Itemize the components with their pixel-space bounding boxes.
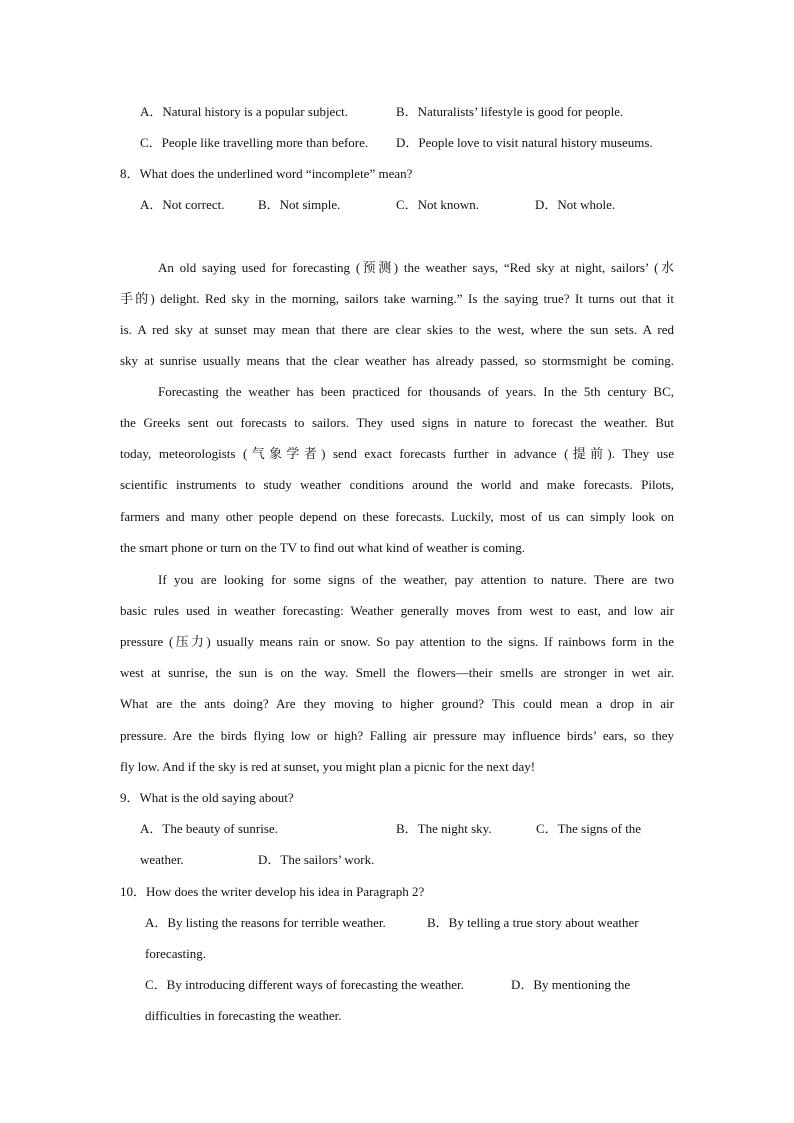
paragraph-line: today, meteorologists (气象学者) send exact forecasts further in advance (提前). They use: [120, 446, 674, 461]
q8-option-a: A．Not correct.: [140, 197, 225, 212]
q9-option-a: A．The beauty of sunrise.: [140, 821, 278, 836]
paragraph-line: sky at sunrise usually means that the clear weather has already passed, so stormsmight be coming.: [120, 353, 674, 368]
q7-option-d: D．People love to visit natural history museums.: [396, 135, 653, 150]
q10-question: 10．How does the writer develop his idea in Paragraph 2?: [120, 884, 425, 899]
paragraph-line: scientific instruments to study weather conditions around the world and make forecasts. Pilots,: [120, 477, 674, 492]
paragraph-line: is. A red sky at sunset may mean that there are clear skies to the west, where the sun sets. A red: [120, 322, 674, 337]
paragraph-line: 手的) delight. Red sky in the morning, sailors take warning.” Is the saying true? It turns out that it: [120, 291, 674, 306]
q9-option-b: B．The night sky.: [396, 821, 492, 836]
paragraph-line: An old saying used for forecasting (预测) the weather says, “Red sky at night, sailors’ (水: [158, 260, 674, 275]
paragraph-line: Forecasting the weather has been practiced for thousands of years. In the 5th century BC,: [158, 384, 674, 399]
q10-option-a: A．By listing the reasons for terrible weather.: [145, 915, 386, 930]
q7-option-a: A．Natural history is a popular subject.: [140, 104, 348, 119]
paragraph-line: west at sunrise, the sun is on the way. Smell the flowers—their smells are stronger in wet air.: [120, 665, 674, 680]
paragraph-line: fly low. And if the sky is red at sunset, you might plan a picnic for the next day!: [120, 759, 536, 774]
q7-option-b: B．Naturalists’ lifestyle is good for people.: [396, 104, 624, 119]
q10-option-b: B．By telling a true story about weather: [427, 915, 639, 930]
paragraph-line: basic rules used in weather forecasting: Weather generally moves from west to east, and low air: [120, 603, 674, 618]
q8-question: 8．What does the underlined word “incomplete” mean?: [120, 166, 413, 181]
paragraph-line: the smart phone or turn on the TV to find out what kind of weather is coming.: [120, 540, 525, 555]
q8-option-b: B．Not simple.: [258, 197, 341, 212]
q8-option-c: C．Not known.: [396, 197, 480, 212]
q10-option-d: D．By mentioning the: [511, 977, 631, 992]
paragraph-line: the Greeks sent out forecasts to sailors. They used signs in nature to forecast the weather. But: [120, 415, 674, 430]
paragraph-line: pressure. Are the birds flying low or high? Falling air pressure may influence birds’ ears, so they: [120, 728, 674, 743]
q9-option-c: C．The signs of the: [536, 821, 642, 836]
q10-option-b-continued: forecasting.: [145, 946, 207, 961]
q10-option-c: C．By introducing different ways of forecasting the weather.: [145, 977, 464, 992]
q7-option-c: C．People like travelling more than before.: [140, 135, 369, 150]
paragraph-line: If you are looking for some signs of the weather, pay attention to nature. There are two: [158, 572, 674, 587]
q9-question: 9．What is the old saying about?: [120, 790, 294, 805]
paragraph-line: farmers and many other people depend on these forecasts. Luckily, most of us can simply look on: [120, 509, 674, 524]
paragraph-line: pressure (压力) usually means rain or snow. So pay attention to the signs. If rainbows form in the: [120, 634, 674, 649]
q9-option-d: D．The sailors’ work.: [258, 852, 375, 867]
paragraph-line: What are the ants doing? Are they moving to higher ground? This could mean a drop in air: [120, 696, 674, 711]
q9-option-c-continued: weather.: [140, 852, 184, 867]
q8-option-d: D．Not whole.: [535, 197, 616, 212]
q10-option-d-continued: difficulties in forecasting the weather.: [145, 1008, 342, 1023]
